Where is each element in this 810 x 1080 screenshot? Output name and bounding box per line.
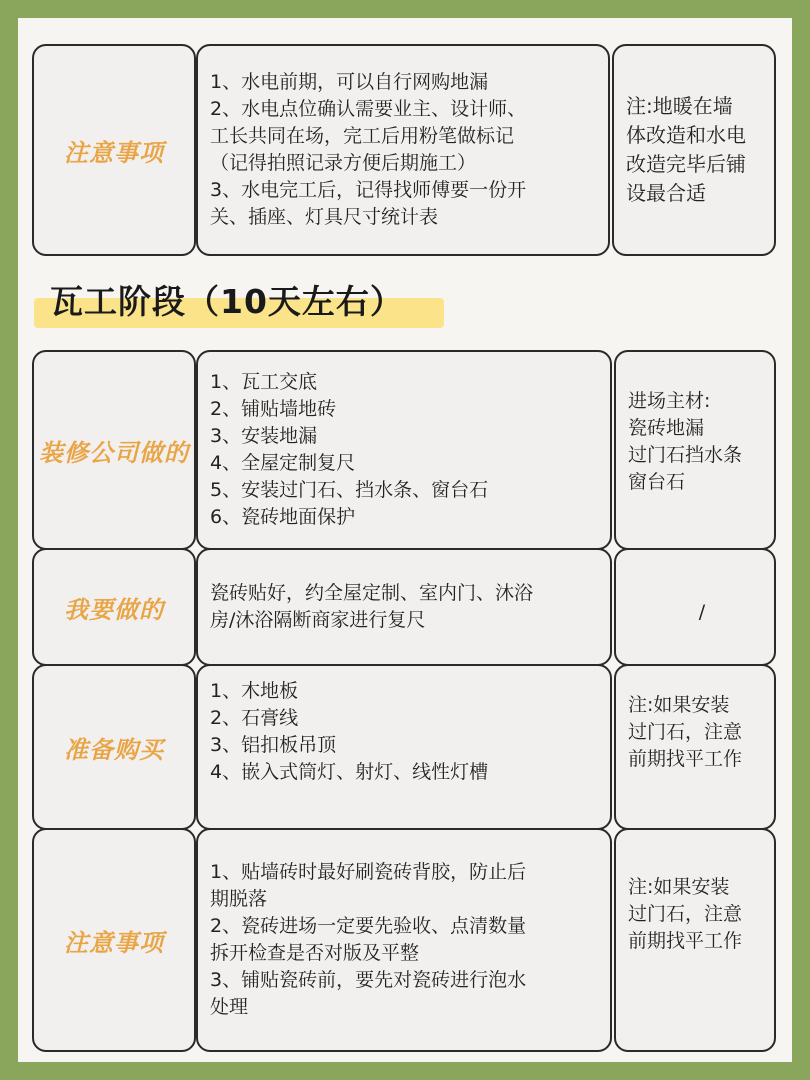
row-line: 1、木地板 xyxy=(210,680,299,702)
section1-note-line: 设最合适 xyxy=(626,181,706,205)
row-note-line: 前期找平工作 xyxy=(628,930,743,952)
row-line: 2、石膏线 xyxy=(210,707,299,729)
row-line: 2、铺贴墙地砖 xyxy=(210,398,337,420)
row-label: 准备购买 xyxy=(64,735,164,764)
row-line: 拆开检查是否对版及平整 xyxy=(210,942,420,964)
row-label-cell xyxy=(32,828,196,1052)
section1-note-cell xyxy=(612,44,776,256)
row-content-cell xyxy=(196,828,612,1052)
row-label-cell xyxy=(32,664,196,830)
section1-note-line: 注:地暖在墙 xyxy=(626,94,733,118)
row-note-line: 过门石，注意 xyxy=(628,721,743,743)
row-line: 4、嵌入式筒灯、射灯、线性灯槽 xyxy=(210,761,489,783)
row-note-line: 进场主材: xyxy=(628,390,711,412)
row-line: 房/沐浴隔断商家进行复尺 xyxy=(210,609,426,631)
row-label: 我要做的 xyxy=(64,595,164,624)
row-note-line: 窗台石 xyxy=(628,471,686,493)
section1-line: 工长共同在场，完工后用粉笔做标记 xyxy=(210,125,515,147)
section1-note-line: 体改造和水电 xyxy=(626,123,746,147)
section1-label: 注意事项 xyxy=(64,138,164,167)
section1-line: 1、水电前期，可以自行网购地漏 xyxy=(210,71,489,93)
row-line: 4、全屋定制复尺 xyxy=(210,452,356,474)
row-line: 3、铝扣板吊顶 xyxy=(210,734,337,756)
row-line: 期脱落 xyxy=(210,888,268,910)
row-note-line: 注:如果安装 xyxy=(628,694,730,716)
section1-line: 关、插座、灯具尺寸统计表 xyxy=(210,206,439,228)
row-line: 5、安装过门石、挡水条、窗台石 xyxy=(210,479,489,501)
heading-title: 瓦工阶段（10天左右） xyxy=(50,282,404,321)
row-line: 6、瓷砖地面保护 xyxy=(210,506,356,528)
section-heading xyxy=(30,268,450,332)
row-note-line: 过门石，注意 xyxy=(628,903,743,925)
row-content-cell xyxy=(196,664,612,830)
row-note-line: 前期找平工作 xyxy=(628,748,743,770)
section1-content-cell xyxy=(196,44,610,256)
row-line: 3、铺贴瓷砖前，要先对瓷砖进行泡水 xyxy=(210,969,527,991)
row-line: 3、安装地漏 xyxy=(210,425,318,447)
row-note-line: 注:如果安装 xyxy=(628,876,730,898)
row-note-cell xyxy=(614,828,776,1052)
row-line: 2、瓷砖进场一定要先验收、点清数量 xyxy=(210,915,527,937)
row-note-line: / xyxy=(698,600,706,623)
section1-note-line: 改造完毕后铺 xyxy=(626,152,746,176)
row-note-cell xyxy=(614,350,776,550)
row-label-cell xyxy=(32,548,196,666)
row-note-line: 过门石挡水条 xyxy=(628,444,743,466)
row-content-cell xyxy=(196,548,612,666)
row-label: 注意事项 xyxy=(64,928,164,957)
row-note-line: 瓷砖地漏 xyxy=(628,417,705,439)
row-line: 1、瓦工交底 xyxy=(210,371,318,393)
section1-line: （记得拍照记录方便后期施工） xyxy=(210,152,477,174)
row-line: 瓷砖贴好，约全屋定制、室内门、沐浴 xyxy=(210,582,534,604)
row-note-cell xyxy=(614,548,776,666)
row-line: 1、贴墙砖时最好刷瓷砖背胶，防止后 xyxy=(210,861,527,883)
row-content-cell xyxy=(196,350,612,550)
row-label-cell xyxy=(32,350,196,550)
row-line: 处理 xyxy=(210,996,249,1018)
row-note-cell xyxy=(614,664,776,830)
section1-line: 2、水电点位确认需要业主、设计师、 xyxy=(210,98,527,120)
section1-line: 3、水电完工后，记得找师傅要一份开 xyxy=(210,179,527,201)
row-label: 装修公司做的 xyxy=(39,438,189,467)
section1-label-cell xyxy=(32,44,196,256)
